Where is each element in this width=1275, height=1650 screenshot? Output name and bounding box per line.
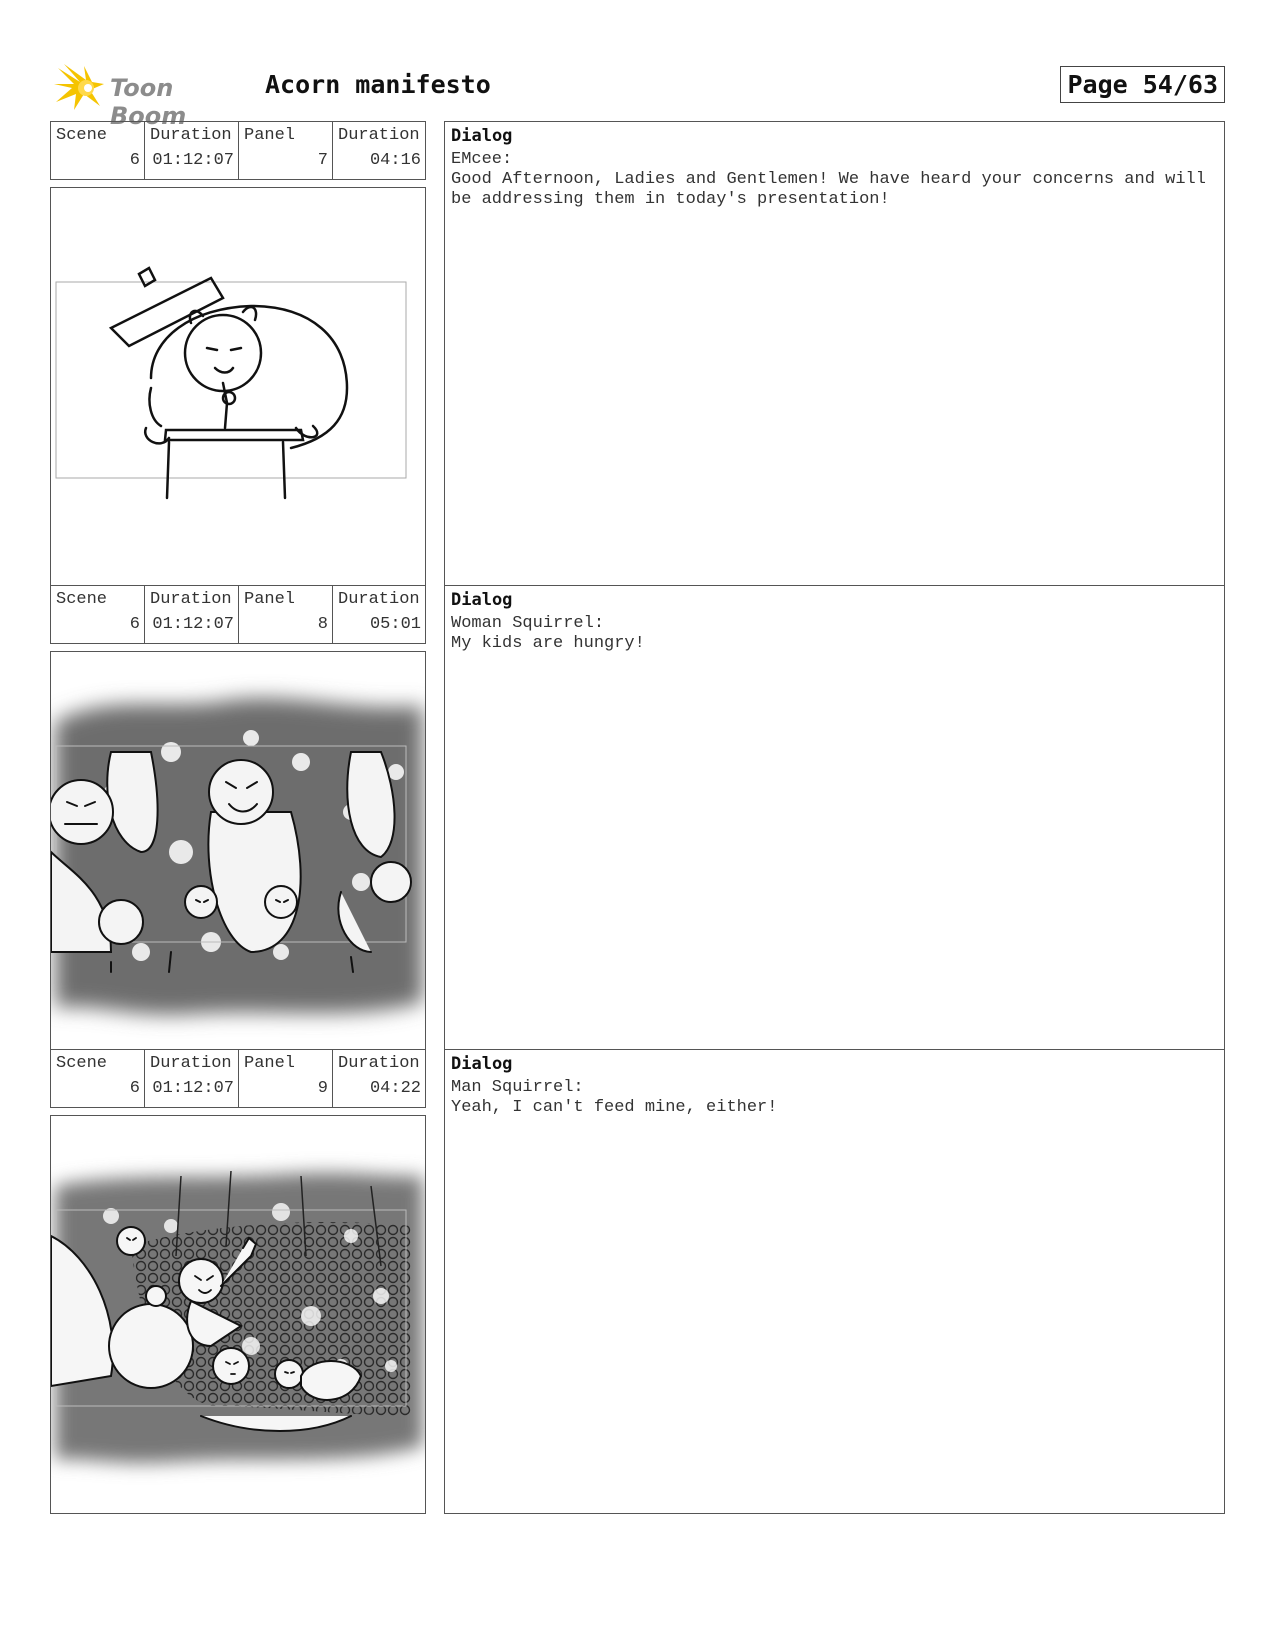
dialog-heading: Dialog — [451, 590, 513, 610]
dialog-speaker: Man Squirrel: — [451, 1078, 584, 1097]
panel-info-table — [50, 1049, 426, 1108]
dialog-speaker: Woman Squirrel: — [451, 614, 605, 633]
scene-label: Scene — [56, 1054, 108, 1073]
panel-duration-value: 04:16 — [369, 151, 421, 170]
dialog-line: Good Afternoon, Ladies and Gentlemen! We have heard your concerns and will be addressing them in today's presentation! — [451, 170, 1217, 209]
panel-label: Panel — [244, 1054, 296, 1073]
panel-duration-cell — [333, 586, 425, 643]
scene-cell — [51, 122, 145, 179]
duration-label: Duration — [338, 1054, 420, 1073]
storyboard-row — [50, 1049, 1225, 1514]
panel-duration-value: 05:01 — [369, 615, 421, 634]
panel-info-table — [50, 121, 426, 180]
scene-duration-value: 01:12:07 — [152, 615, 234, 634]
panel-info-table — [50, 585, 426, 644]
dialog-speaker: EMcee: — [451, 150, 513, 169]
dialog-box — [444, 585, 1225, 1050]
toon-boom-logo — [54, 62, 244, 130]
duration-label: Duration — [338, 126, 420, 145]
panel-value: 9 — [317, 1079, 328, 1098]
emcee-sketch — [51, 188, 426, 586]
duration-label: Duration — [150, 126, 232, 145]
panel-sketch-image — [50, 187, 426, 586]
dialog-line: Yeah, I can't feed mine, either! — [451, 1098, 778, 1117]
scene-label: Scene — [56, 126, 108, 145]
dialog-box — [444, 1049, 1225, 1514]
panel-value: 8 — [317, 615, 328, 634]
starburst-icon — [54, 62, 110, 112]
scene-duration-cell — [145, 586, 239, 643]
dialog-box — [444, 121, 1225, 586]
panel-label: Panel — [244, 590, 296, 609]
scene-cell — [51, 1050, 145, 1107]
rally-crowd-sketch — [51, 1116, 426, 1514]
panel-cell — [239, 1050, 333, 1107]
dialog-line: My kids are hungry! — [451, 634, 645, 653]
panel-value: 7 — [317, 151, 328, 170]
document-title: Acorn manifesto — [265, 70, 491, 99]
crowd-sketch — [51, 652, 426, 1050]
scene-duration-value: 01:12:07 — [152, 1079, 234, 1098]
panel-cell — [239, 586, 333, 643]
page-header — [50, 58, 1225, 130]
panel-duration-value: 04:22 — [369, 1079, 421, 1098]
scene-value: 6 — [129, 615, 140, 634]
storyboard-row — [50, 585, 1225, 1050]
panel-duration-cell — [333, 1050, 425, 1107]
panel-sketch-image — [50, 651, 426, 1050]
page-number: Page 54/63 — [1060, 66, 1225, 103]
scene-duration-cell — [145, 1050, 239, 1107]
duration-label: Duration — [338, 590, 420, 609]
scene-value: 6 — [129, 151, 140, 170]
scene-value: 6 — [129, 1079, 140, 1098]
logo-wordmark: Toon Boom — [110, 74, 187, 130]
scene-duration-cell — [145, 122, 239, 179]
dialog-heading: Dialog — [451, 126, 513, 146]
panel-cell — [239, 122, 333, 179]
scene-duration-value: 01:12:07 — [152, 151, 234, 170]
storyboard-row — [50, 121, 1225, 586]
dialog-heading: Dialog — [451, 1054, 513, 1074]
panel-sketch-image — [50, 1115, 426, 1514]
scene-cell — [51, 586, 145, 643]
duration-label: Duration — [150, 1054, 232, 1073]
duration-label: Duration — [150, 590, 232, 609]
scene-label: Scene — [56, 590, 108, 609]
panel-duration-cell — [333, 122, 425, 179]
panel-label: Panel — [244, 126, 296, 145]
